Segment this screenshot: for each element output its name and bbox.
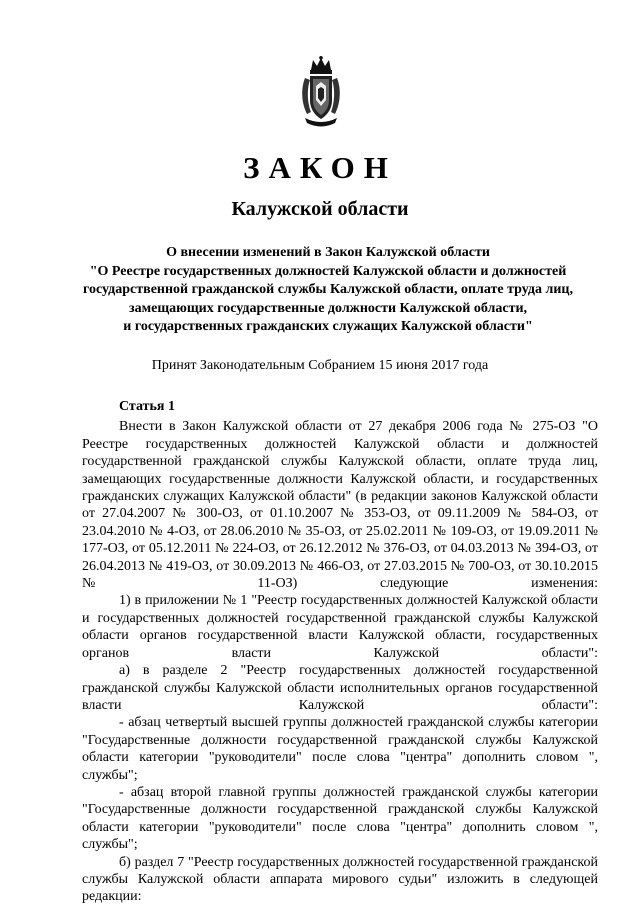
law-title-line: замещающих государственные должности Калужской области, [128, 300, 528, 316]
law-title-line: О внесении изменений в Закон Калужской области [166, 245, 490, 260]
article-paragraph: Внести в Закон Калужской области от 27 декабря 2006 года № 275-ОЗ "О Реестре государственных должностей Калужской области и должностей государственной гражданской службы Калужской области, оплате труда лиц, замещающих государственные должности Калужской области, и государственных гражданских служащих Калужской области" (в редакции законов Калужской области от 27.04.2007 № 300-ОЗ, от 01.10.2007 № 353-ОЗ, от 09.11.2009 № 584-ОЗ, от 23.04.2010 № 4-ОЗ, от 28.06.2010 № 35-ОЗ, от 25.02.2011 № 109-ОЗ, от 19.09.2011 № 177-ОЗ, от 05.12.2011 № 224-ОЗ, от 26.12.2012 № 376-ОЗ, от 04.03.2013 № 394-ОЗ, от 26.04.2013 № 419-ОЗ, от 30.09.2013 № 466-ОЗ, от 27.03.2015 № 700-ОЗ, от 30.10.2015 № 11-ОЗ) следующие изменения: [82, 419, 598, 592]
article-paragraph: - абзац четвертый высшей группы должностей гражданской службы категории "Государственные должности государственной гражданской службы Калужской области категории "руководители" после слова "центра" дополнить словом ", службы"; [82, 715, 598, 783]
article-paragraph: б) раздел 7 "Реестр государственных должностей государственной гражданской службы Калужской области аппарата мирового судьи" изложить в следующей редакции: [82, 854, 598, 905]
coat-of-arms-icon [299, 56, 343, 128]
article-heading: Статья 1 [119, 399, 175, 414]
law-title [60, 244, 596, 337]
law-title-line: государственной гражданской службы Калужской области, оплате труда лиц, [83, 282, 573, 297]
law-title-line: "О Реестре государственных должностей Калужской области и должностей [89, 263, 567, 279]
article-paragraph: а) в разделе 2 "Реестр государственных должностей государственной гражданской службы Калужской области исполнительных органов государственной власти Калужской области": [82, 663, 598, 713]
article-body [82, 398, 598, 906]
adoption-date: Принят Законодательным Собранием 15 июня 2017 года [151, 358, 489, 373]
article-paragraph: - абзац второй главной группы должностей гражданской службы категории "Государственные должности государственной гражданской службы Калужской области категории "руководители" после слова "центра" дополнить словом ", службы"; [82, 784, 598, 853]
article-paragraph: 1) в приложении № 1 "Реестр государственных должностей Калужской области и государственных должностей государственной гражданской службы Калужской области органов государственной власти Калужской области, государственных органов власти Калужской области": [82, 593, 598, 661]
law-title-line: и государственных гражданских служащих Калужской области" [123, 319, 533, 334]
document-subtitle: Калужской области [231, 198, 409, 220]
document-title: ЗАКОН [243, 150, 397, 185]
